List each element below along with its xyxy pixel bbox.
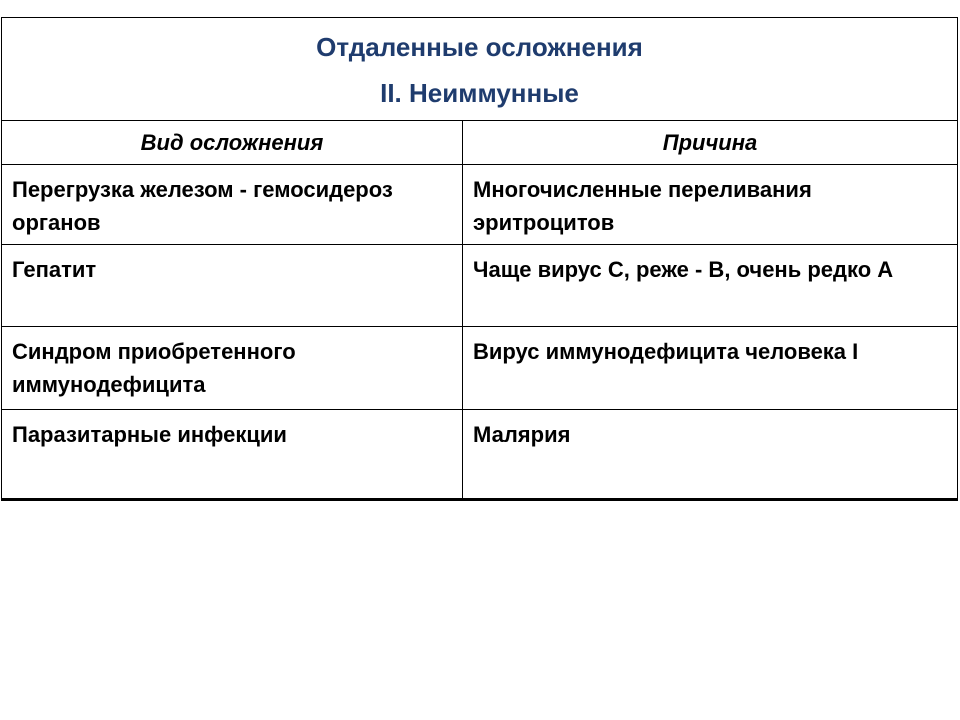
complications-table [1,17,958,501]
complication-type-cell: Гепатит [2,245,463,327]
complication-type-cell: Паразитарные инфекции [2,410,463,500]
cause-cell: Вирус иммунодефицита человека I [463,327,958,410]
table-header-row [2,121,958,165]
table-row [2,410,958,500]
table-row [2,165,958,245]
title-line-1: Отдаленные осложнения [316,32,643,62]
table-row [2,327,958,410]
cause-cell: Чаще вирус С, реже - В, очень редко А [463,245,958,327]
column-header-cause: Причина [463,121,958,165]
complication-type-cell: Синдром приобретенного иммунодефицита [2,327,463,410]
title-row [2,18,958,121]
column-header-complication-type: Вид осложнения [2,121,463,165]
cause-cell: Малярия [463,410,958,500]
complication-type-cell: Перегрузка железом - гемосидероз органов [2,165,463,245]
cause-cell: Многочисленные переливания эритроцитов [463,165,958,245]
title-line-2: II. Неиммунные [380,78,579,108]
slide-title [2,18,958,121]
table-row [2,245,958,327]
